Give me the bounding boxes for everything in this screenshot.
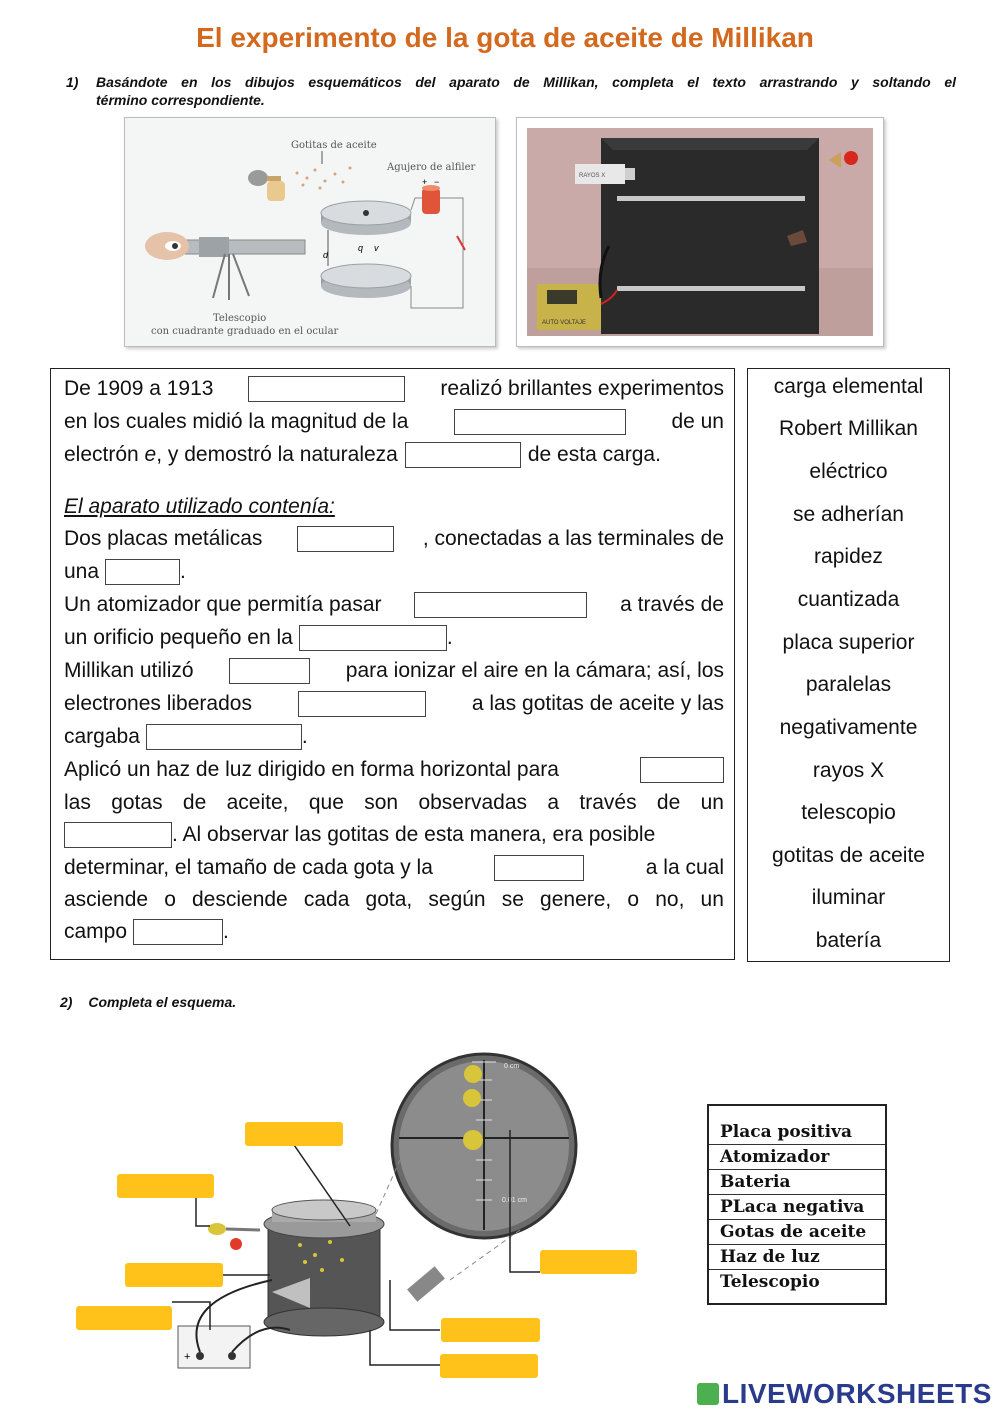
word-bank-item[interactable]: cuantizada xyxy=(797,588,900,611)
upper-plate xyxy=(321,201,411,235)
label-slot-2[interactable] xyxy=(117,1174,214,1198)
text-word: gota, xyxy=(365,888,413,911)
drop-blank-9[interactable] xyxy=(298,691,426,717)
word-bank-item[interactable]: rapidez xyxy=(814,545,883,568)
text-fragment: a la cual xyxy=(645,856,724,879)
word-bank-item[interactable]: negativamente xyxy=(779,716,918,739)
text-fragment: electrones liberados xyxy=(64,692,252,715)
text-word: través xyxy=(579,791,637,814)
text-line-8 xyxy=(64,623,724,653)
magnified-view xyxy=(392,1054,576,1238)
text-word: no, xyxy=(655,888,685,911)
text-fragment: . Al observar las gotitas de esta manera, era posible xyxy=(172,823,656,846)
text-line-5 xyxy=(64,524,724,554)
text-line-16 xyxy=(64,885,724,915)
text-word: un xyxy=(700,791,724,814)
text-fragment: de esta carga. xyxy=(527,443,661,466)
word-bank-item[interactable]: gotitas de aceite xyxy=(772,844,925,867)
label-slot-7[interactable] xyxy=(440,1354,538,1378)
legend-item[interactable]: Telescopio xyxy=(720,1272,820,1292)
text-fragment: electrón xyxy=(64,443,145,466)
text-word: o xyxy=(627,888,640,911)
text-fragment: determinar, el tamaño de cada gota y la xyxy=(64,856,433,879)
label-plus: + xyxy=(422,177,428,187)
drop-blank-11[interactable] xyxy=(640,757,724,783)
text-line-1 xyxy=(64,374,724,404)
label-d: d xyxy=(323,250,329,260)
chamber-box xyxy=(601,138,819,334)
legend-item[interactable]: PLaca negativa xyxy=(709,1195,885,1220)
text-fragment: . xyxy=(301,725,308,748)
text-fragment: Aplicó un haz de luz dirigido en forma horizontal para xyxy=(64,758,559,781)
drop-blank-10[interactable] xyxy=(146,724,302,750)
text-line-9 xyxy=(64,656,724,686)
text-fragment: cargaba xyxy=(64,725,140,748)
text-line-6 xyxy=(64,557,724,587)
apparatus-render xyxy=(517,118,883,346)
battery-icon xyxy=(178,1326,250,1368)
label-slot-5[interactable] xyxy=(540,1250,637,1274)
scale-top-label: 0 cm xyxy=(504,1063,520,1070)
text-word: gotas xyxy=(111,791,163,814)
text-word: o xyxy=(164,888,176,911)
page-title: El experimento de la gota de aceite de Millikan xyxy=(196,22,814,53)
question-text-line2: término correspondiente. xyxy=(96,92,265,108)
drop-blank-2[interactable] xyxy=(454,409,626,435)
text-line-17 xyxy=(64,917,724,947)
oil-drop-icon xyxy=(464,1065,482,1083)
label-slot-6[interactable] xyxy=(441,1318,540,1342)
label-slot-3[interactable] xyxy=(125,1263,223,1287)
label-v: v xyxy=(374,243,379,253)
telescope-icon xyxy=(407,1266,445,1301)
section-heading: El aparato utilizado contenía: xyxy=(64,495,335,518)
drop-blank-3[interactable] xyxy=(405,442,521,468)
text-fragment: una xyxy=(64,560,100,583)
logo-text: LIVEWORKSHEETS xyxy=(722,1378,992,1409)
text-line-14 xyxy=(64,820,724,850)
word-bank-item[interactable]: rayos X xyxy=(812,759,885,782)
text-line-12 xyxy=(64,755,724,785)
text-word: aceite, xyxy=(226,791,289,814)
label-gotitas: Gotitas de aceite xyxy=(291,140,377,151)
text-fragment: Dos placas metálicas xyxy=(64,527,263,550)
text-fragment: , y demostró la naturaleza xyxy=(156,443,398,466)
text-line-10 xyxy=(64,689,724,719)
text-word: son xyxy=(364,791,399,814)
word-bank-item[interactable]: iluminar xyxy=(811,886,886,909)
word-bank-item[interactable]: carga elemental xyxy=(773,375,924,398)
apparatus-photo xyxy=(516,117,884,347)
text-word: de xyxy=(182,791,207,814)
drop-blank-7[interactable] xyxy=(299,625,447,651)
drop-blank-5[interactable] xyxy=(105,559,180,585)
text-word: que xyxy=(308,791,344,814)
drop-blank-13[interactable] xyxy=(494,855,584,881)
label-slot-4[interactable] xyxy=(76,1306,172,1330)
text-line-2 xyxy=(64,407,724,437)
text-fragment: un orificio pequeño en la xyxy=(64,626,293,649)
drop-blank-12[interactable] xyxy=(64,822,172,848)
text-fragment: Un atomizador que permitía pasar xyxy=(64,593,382,616)
question-text-line1: Basándote en los dibujos esquemáticos del aparato de Millikan, completa el texto arrastrando y soltando el xyxy=(96,74,956,90)
text-fragment: realizó brillantes experimentos xyxy=(440,377,724,400)
legend-item[interactable]: Haz de luz xyxy=(709,1245,885,1270)
text-fragment: a las gotitas de aceite y las xyxy=(471,692,724,715)
text-fragment: . xyxy=(223,920,229,943)
oil-drop-icon xyxy=(463,1089,481,1107)
scale-bottom-label: 0.01 cm xyxy=(502,1197,527,1204)
label-cuadrante: con cuadrante graduado en el ocular xyxy=(151,326,339,337)
legend-item[interactable]: Placa positiva xyxy=(709,1120,885,1145)
text-line-13 xyxy=(64,788,724,818)
text-word: un xyxy=(700,888,724,911)
legend-item[interactable]: Atomizador xyxy=(709,1145,885,1170)
battery-plus: + xyxy=(184,1351,191,1363)
logo-mark-icon xyxy=(697,1383,719,1405)
text-line-15 xyxy=(64,853,724,883)
word-bank xyxy=(747,368,950,962)
label-slot-1[interactable] xyxy=(245,1122,343,1146)
word-bank-item[interactable]: Robert Millikan xyxy=(779,417,918,440)
text-word: observadas xyxy=(418,791,528,814)
drop-blank-4[interactable] xyxy=(297,526,394,552)
fill-in-text xyxy=(50,368,735,960)
word-bank-item[interactable]: telescopio xyxy=(801,801,896,824)
apparatus-schematic xyxy=(60,1030,660,1390)
text-word: las xyxy=(64,791,91,814)
text-word: a xyxy=(547,791,560,814)
text-fragment: campo xyxy=(64,920,128,943)
question-number: 2) xyxy=(60,994,73,1010)
word-bank-item[interactable]: se adherían xyxy=(793,503,904,526)
atomizer-icon xyxy=(208,1223,260,1250)
question-2 xyxy=(60,993,460,1011)
text-word: genere, xyxy=(540,888,612,911)
text-line-7 xyxy=(64,590,724,620)
text-fragment: de un xyxy=(671,410,724,433)
label-telescopio: Telescopio xyxy=(213,313,267,324)
text-fragment: en los cuales midió la magnitud de la xyxy=(64,410,409,433)
eye-icon xyxy=(145,232,189,260)
word-bank-item[interactable]: placa superior xyxy=(782,631,915,654)
word-bank-item[interactable]: paralelas xyxy=(805,673,892,696)
drop-blank-1[interactable] xyxy=(248,376,405,402)
oil-drop-icon xyxy=(463,1130,483,1150)
text-fragment: para ionizar el aire en la cámara; así, los xyxy=(345,659,724,682)
text-fragment: a través de xyxy=(620,593,724,616)
schematic-image xyxy=(124,117,496,347)
light-bulb-icon xyxy=(844,151,858,165)
text-word: según xyxy=(428,888,486,911)
text-line-3 xyxy=(64,440,724,470)
label-minus: − xyxy=(434,177,440,187)
liveworksheets-logo xyxy=(697,1378,992,1410)
text-fragment: . xyxy=(446,626,453,649)
battery-photo-icon xyxy=(537,284,601,330)
text-line-11 xyxy=(64,722,724,752)
chamber xyxy=(264,1200,384,1336)
atomizer-photo-label: RAYOS X xyxy=(579,173,606,179)
text-word: cada xyxy=(303,888,350,911)
text-fragment: De 1909 a 1913 xyxy=(64,377,214,400)
millikan-schematic xyxy=(125,118,495,346)
label-agujero: Agujero de alfiler xyxy=(387,162,476,173)
text-word: se xyxy=(501,888,524,911)
text-word: asciende xyxy=(64,888,149,911)
lower-plate xyxy=(321,264,411,298)
text-fragment: . xyxy=(180,560,186,583)
text-fragment: Millikan utilizó xyxy=(64,659,194,682)
text-word: de xyxy=(656,791,681,814)
drop-blank-6[interactable] xyxy=(414,592,587,618)
text-fragment: , conectadas a las terminales de xyxy=(422,527,724,550)
question-1 xyxy=(66,73,956,109)
drop-blank-14[interactable] xyxy=(133,919,223,945)
battery-photo-label: AUTO VOLTAJE xyxy=(542,320,587,326)
question-text: Completa el esquema. xyxy=(88,994,237,1010)
text-word: desciende xyxy=(192,888,288,911)
word-bank-item[interactable]: eléctrico xyxy=(809,460,888,483)
legend-item[interactable]: Gotas de aceite xyxy=(709,1220,885,1245)
legend-item[interactable]: Bateria xyxy=(709,1170,885,1195)
label-legend xyxy=(707,1104,887,1305)
electron-symbol: e xyxy=(144,443,157,466)
drop-blank-8[interactable] xyxy=(229,658,310,684)
label-q: q xyxy=(358,243,364,253)
word-bank-item[interactable]: batería xyxy=(815,929,882,952)
battery-icon xyxy=(422,185,440,214)
question-number: 1) xyxy=(66,74,79,90)
